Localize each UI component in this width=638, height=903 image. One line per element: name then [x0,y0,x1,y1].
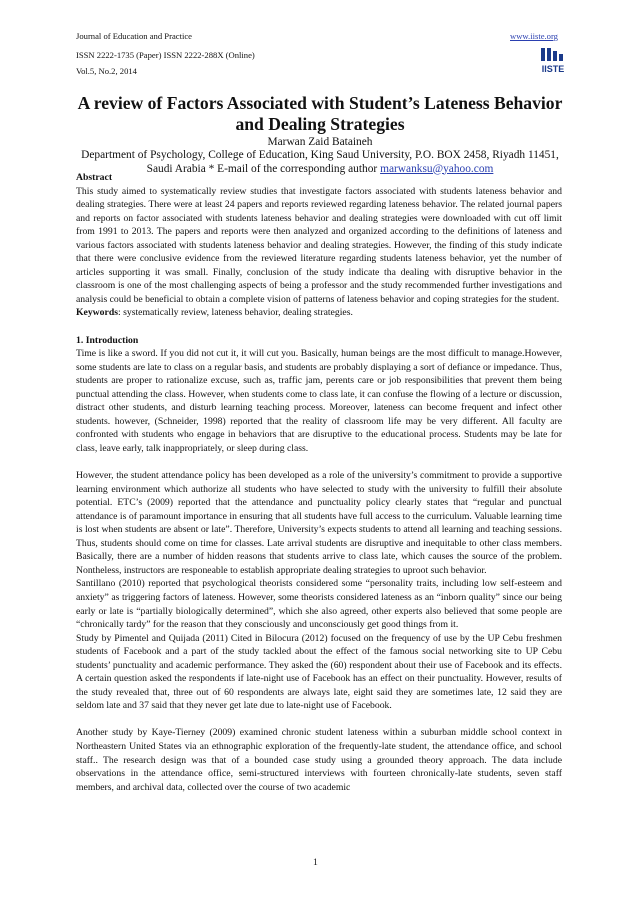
paragraph: Study by Pimentel and Quijada (2011) Cited in Bilocura (2012) focused on the frequency of use by the UP Cebu freshmen students of Facebook and a part of the study tackled about the effect of the famous social networking site to UP Cebu students’ punctuality and academic performance. They asked the (60) respondent about their use of Facebook and its effects. A certain question asked the respondents if late-night use of Facebook has an effect on their punctuality. However, results of the study revealed that, three out of 60 respondents are always late, eight said they are sometimes late, 12 said they are seldom late and 37 said that they never get late due to late-night use of Facebook. [76,632,562,712]
paragraph: Santillano (2010) reported that psychological theorists considered some “personality traits, including low self-esteem and anxiety” as triggering factors of lateness. However, some theorists considered lateness as an “inborn quality” since our being early or late is “partially biologically determined”, which she also agreed, other experts also believed that some people are “chronically tardy” for the reason that they consciously and unconsciously get good things from it. [76,578,562,631]
journal-url-link[interactable]: www.iiste.org [510,31,558,41]
paragraph: Time is like a sword. If you did not cut it, it will cut you. Basically, human beings are the most difficult to manage.However, some students are late to class on a regular basis, and students are probably displaying a sort of defiance or impedance. Thus, students are proper to rationalize excuse, such as, traffic jam, perents care or job responsibilities that prevent them being punctual attending the class. However, when students come to class late, it can confuse the flowing of a lecture or discussion, distract other students, and disturb learning teaching process. Moreover, lateness can become frequent and infect other students. however, (Schneider, 1998) reported that the reality of classroom life may be very different. All faculty are confronted with students who engage in behaviors that are disruptive to the educational process. Students may be late for class, leave early, talk inappropriately, or sleep during class. [76,348,562,454]
volume-line: Vol.5, No.2, 2014 [76,66,137,76]
paper-title: A review of Factors Associated with Student’s Lateness Behavior and Dealing Strategies [77,93,563,134]
paper-body [76,171,562,794]
keywords-line [76,306,562,320]
paragraph: However, the student attendance policy has been developed as a role of the university’s commitment to provide a supportive learning environment which authorize all students who have selected to study with the university to fulfill their absolute potential. ETC’s (2009) reported that the attendance and punctuality policy clearly states that “regular and punctual attendance is of paramount importance in ensuring that all students have full access to the curriculum. Valuable learning time is lost when students are absent or late”. Therefore, University’s expects students to attend all learning and teaching sessions. Thus, students should come on time for classes. Late arrival students are disruptive and inequitable to other class members. Basically, there are a number of hidden reasons that students arrive to class late, which causes the source of the problem. Nontheless, instructors are responeable to establish appropriate dealing strategies to uproot such behavior. [76,470,562,576]
paragraph: Another study by Kaye-Tierney (2009) examined chronic student lateness within a suburban middle school context in Northeastern United States via an ethnographic exploration of the frequently-late student, the attendance office, and school staff.. The research design was that of a bounded case study using a grounded theory approach. The data include observations in the attendance office, semi-structured interviews with fourteen chronically-late students, seven staff members, and archival data, collected over the course of two academic [76,727,562,793]
author-email-link[interactable]: marwanksu@yahoo.com [380,162,494,175]
abstract-text: This study aimed to systematically review studies that investigate factors associated with students lateness behavior and dealing strategies. There were at least 24 papers and reports reviewed regarding lateness behavior. The related journal papers and reports on factor associated with students lateness behavior and dealing strategies were downloaded with cut off limit from 1991 to 2013. The papers and reports were then analyzed and organized according to the definitions of lateness and various factors associated with students lateness behavior and dealing strategies. However, the finding of this study indicate that there were conclusive evidence from the reviewed literature regarding students lateness behavior, yet the number of articles supporting it was small. Finally, conclusion of the study indicate tha dealing with disruptive behavior in the classroom is one of the most challenging aspects of being a professor and the study recommended further investigations and analysis could be beneficial to obtain a complete vision of patterns of lateness behavior and coping strategies for the student. [76,185,562,305]
journal-name: Journal of Education and Practice [76,31,192,41]
page-number: 1 [313,857,318,868]
keywords-label: Keywords [76,307,118,319]
author-name: Marwan Zaid Bataineh [267,136,373,148]
keywords-text: : systematically review, lateness behavior, dealing strategies. [117,307,353,319]
abstract-heading: Abstract [76,172,113,183]
issn-line: ISSN 2222-1735 (Paper) ISSN 2222-288X (Online) [76,50,255,60]
svg-text:IISTE: IISTE [541,64,565,74]
section-heading: 1. Introduction [76,334,139,346]
iiste-logo [538,46,568,76]
affiliation-text: Department of Psychology, College of Education, King Saud University, P.O. BOX 2458, Riyadh 11451, Saudi Arabia * E-mail of the corresponding author [81,149,559,175]
